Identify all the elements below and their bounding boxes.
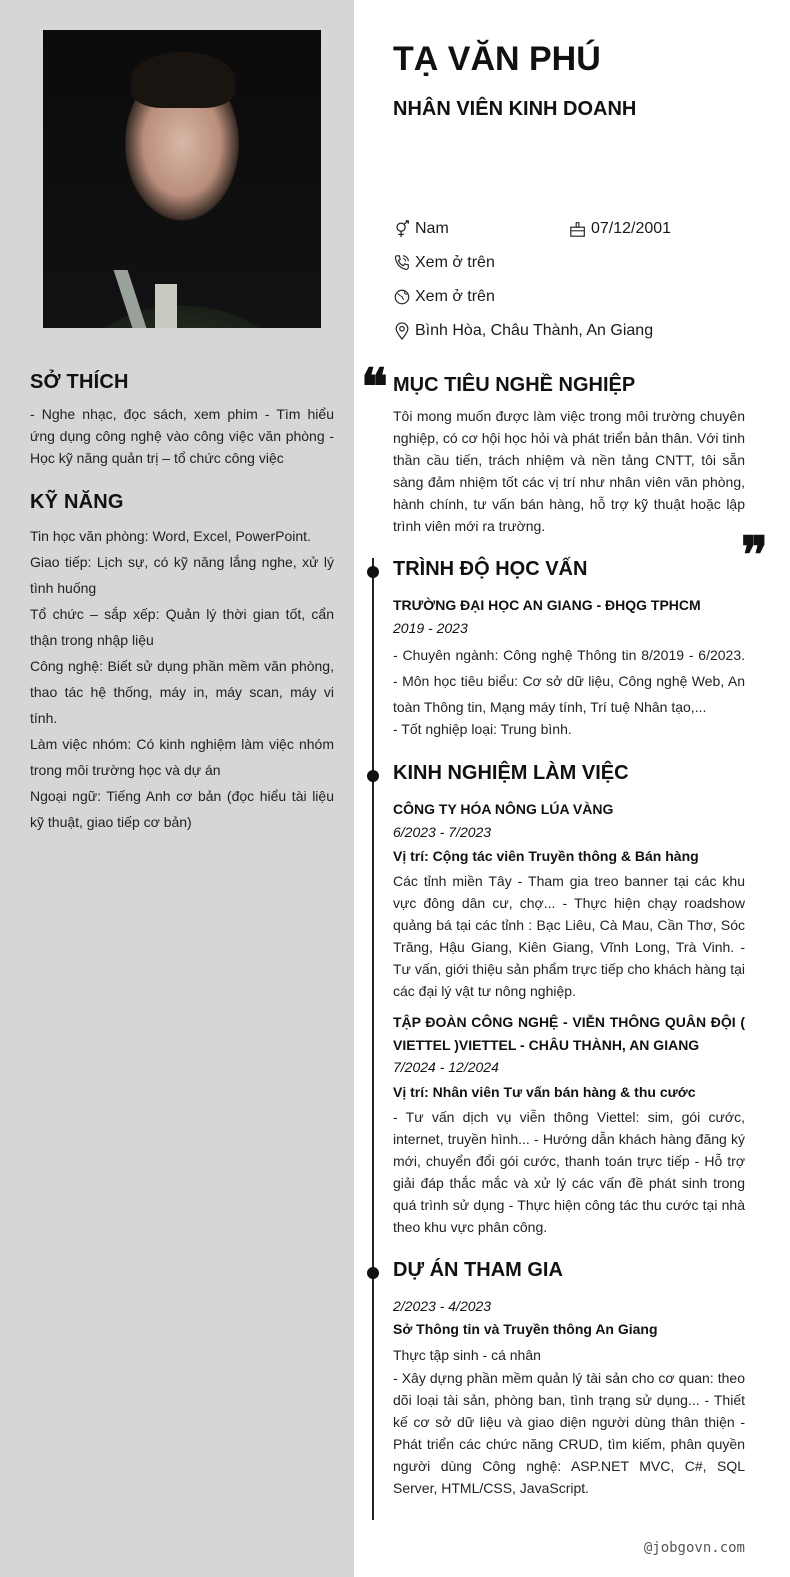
education-school: TRƯỜNG ĐẠI HỌC AN GIANG - ĐHQG TPHCM — [393, 597, 701, 613]
hobbies-title: SỞ THÍCH — [30, 371, 129, 393]
skill-item: Làm việc nhóm: Có kinh nghiệm làm việc nhóm trong môi trường học và dự án — [30, 736, 334, 778]
phone-value: Xem ở trên — [415, 254, 495, 271]
candidate-name: TẠ VĂN PHÚ — [393, 40, 601, 78]
education-period: 2019 - 2023 — [393, 620, 468, 636]
gender-info — [393, 220, 449, 238]
watermark: @jobgovn.com — [643, 1540, 745, 1556]
timeline-line — [372, 558, 374, 1520]
photo-hair — [131, 52, 235, 108]
quote-open-mark: ❝ — [361, 357, 388, 416]
projects-title: DỰ ÁN THAM GIA — [393, 1259, 563, 1281]
job-description: - Tư vấn dịch vụ viễn thông Viettel: sim, gói cước, internet, truyền hình... - Hướng dẫn khách hàng đăng ký mới, chuyển đổi gói cước, thanh toán trực tiếp - Hỗ trợ giải đáp thắc mắc và xử lý các vấn đề phát sinh trong quá trình sử dụng - Thực hiện công tác thu cước tại nhà theo khu vực phân công. — [393, 1109, 745, 1235]
birthdate-value: 07/12/2001 — [591, 220, 672, 237]
skills-title: KỸ NĂNG — [30, 491, 124, 513]
job-role: Vị trí: Cộng tác viên Truyền thông & Bán hàng — [393, 848, 699, 864]
timeline-dot — [367, 566, 379, 578]
skill-item: Công nghệ: Biết sử dụng phần mềm văn phòng, thao tác hệ thống, máy in, máy scan, máy vi tính. — [30, 658, 334, 726]
education-details: - Chuyên ngành: Công nghệ Thông tin 8/2019 - 6/2023. - Môn học tiêu biểu: Cơ sở dữ liệu, Công nghệ Web, An toàn Thông tin, Mạng máy tính, Trí tuệ Nhân tạo,... — [393, 647, 745, 715]
project-organization: Sở Thông tin và Truyền thông An Giang — [393, 1321, 658, 1337]
location-icon — [393, 322, 411, 340]
project-period: 2/2023 - 4/2023 — [393, 1298, 492, 1314]
calendar-icon — [569, 220, 587, 238]
timeline-dot — [367, 1267, 379, 1279]
website-info — [393, 288, 495, 306]
photo-shirt-stripe — [155, 284, 177, 328]
address-info — [393, 322, 653, 340]
website-value: Xem ở trên — [415, 288, 495, 305]
job-description: Các tỉnh miền Tây - Tham gia treo banner tại các khu vực đông dân cư, chợ... - Thực hiện chạy roadshow quảng bá tại các tỉnh : Bạc Liêu, Cà Mau, Cần Thơ, Sóc Trăng, Hậu Giang, Kiên Giang, Vĩnh Long, Trà Vinh. - Tư vấn, giới thiệu sản phẩm trực tiếp cho khách hàng tại các đại lý vật tư nông nghiệp. — [393, 873, 745, 999]
skill-item: Tổ chức – sắp xếp: Quản lý thời gian tốt, cẩn thận trong nhập liệu — [30, 606, 334, 648]
quote-close-mark: ❞ — [741, 525, 768, 584]
job-period: 7/2024 - 12/2024 — [393, 1059, 499, 1075]
objective-text: Tôi mong muốn được làm việc trong môi trường chuyên nghiệp, có cơ hội học hỏi và phát triển bản thân. Với tinh thần cầu tiến, trách nhiệm và nền tảng CNTT, tôi sẵn sàng đảm nhiệm tốt các vị trí như nhân viên văn phòng, hành chính, tư vấn bán hàng, hỗ trợ kỹ thuật hoặc lập trình viên mới ra trường. — [393, 408, 745, 534]
objective-title: MỤC TIÊU NGHỀ NGHIỆP — [393, 374, 636, 396]
phone-info — [393, 254, 495, 272]
photo-shirt-stripe — [114, 270, 147, 328]
skill-item: Giao tiếp: Lịch sự, có kỹ năng lắng nghe, xử lý tình huống — [30, 554, 334, 596]
sidebar — [0, 0, 354, 1577]
address-value: Bình Hòa, Châu Thành, An Giang — [415, 322, 654, 339]
project-description: - Xây dựng phần mềm quản lý tài sản cho cơ quan: theo dõi loại tài sản, phòng ban, tình trạng sử dụng... - Thiết kế cơ sở dữ liệu và giao diện người dùng thân thiện - Phát triển các chức năng CRUD, tìm kiếm, phân quyền người dùng Công nghệ: ASP.NET MVC, C#, SQL Server, HTML/CSS, JavaScript. — [393, 1370, 745, 1496]
candidate-position: NHÂN VIÊN KINH DOANH — [393, 98, 637, 120]
birthdate-info — [569, 220, 671, 238]
job-company: TẬP ĐOÀN CÔNG NGHỆ - VIỄN THÔNG QUÂN ĐỘI ( VIETTEL )VIETTEL - CHÂU THÀNH, AN GIANG — [393, 1014, 745, 1053]
gender-value: Nam — [415, 220, 449, 237]
skill-item: Ngoại ngữ: Tiếng Anh cơ bản (đọc hiểu tài liệu kỹ thuật, giao tiếp cơ bản) — [30, 788, 334, 830]
experience-title: KINH NGHIỆM LÀM VIỆC — [393, 762, 629, 784]
timeline-dot — [367, 770, 379, 782]
globe-icon — [393, 288, 411, 306]
job-role: Vị trí: Nhân viên Tư vấn bán hàng & thu cước — [393, 1084, 696, 1100]
skill-item: Tin học văn phòng: Word, Excel, PowerPoint. — [30, 528, 311, 544]
hobbies-text: - Nghe nhạc, đọc sách, xem phim - Tìm hiểu ứng dụng công nghệ vào công việc văn phòng - Học kỹ năng quản trị – tổ chức công việc — [30, 406, 334, 466]
phone-icon — [393, 254, 411, 272]
project-role: Thực tập sinh - cá nhân — [393, 1347, 541, 1363]
gender-icon — [393, 220, 411, 238]
job-period: 6/2023 - 7/2023 — [393, 824, 492, 840]
education-graduation: - Tốt nghiệp loại: Trung bình. — [393, 721, 572, 737]
job-company: CÔNG TY HÓA NÔNG LÚA VÀNG — [393, 801, 614, 817]
profile-photo — [43, 30, 321, 328]
main-content — [354, 0, 790, 1577]
skills-list — [30, 523, 334, 835]
education-title: TRÌNH ĐỘ HỌC VẤN — [393, 558, 588, 580]
